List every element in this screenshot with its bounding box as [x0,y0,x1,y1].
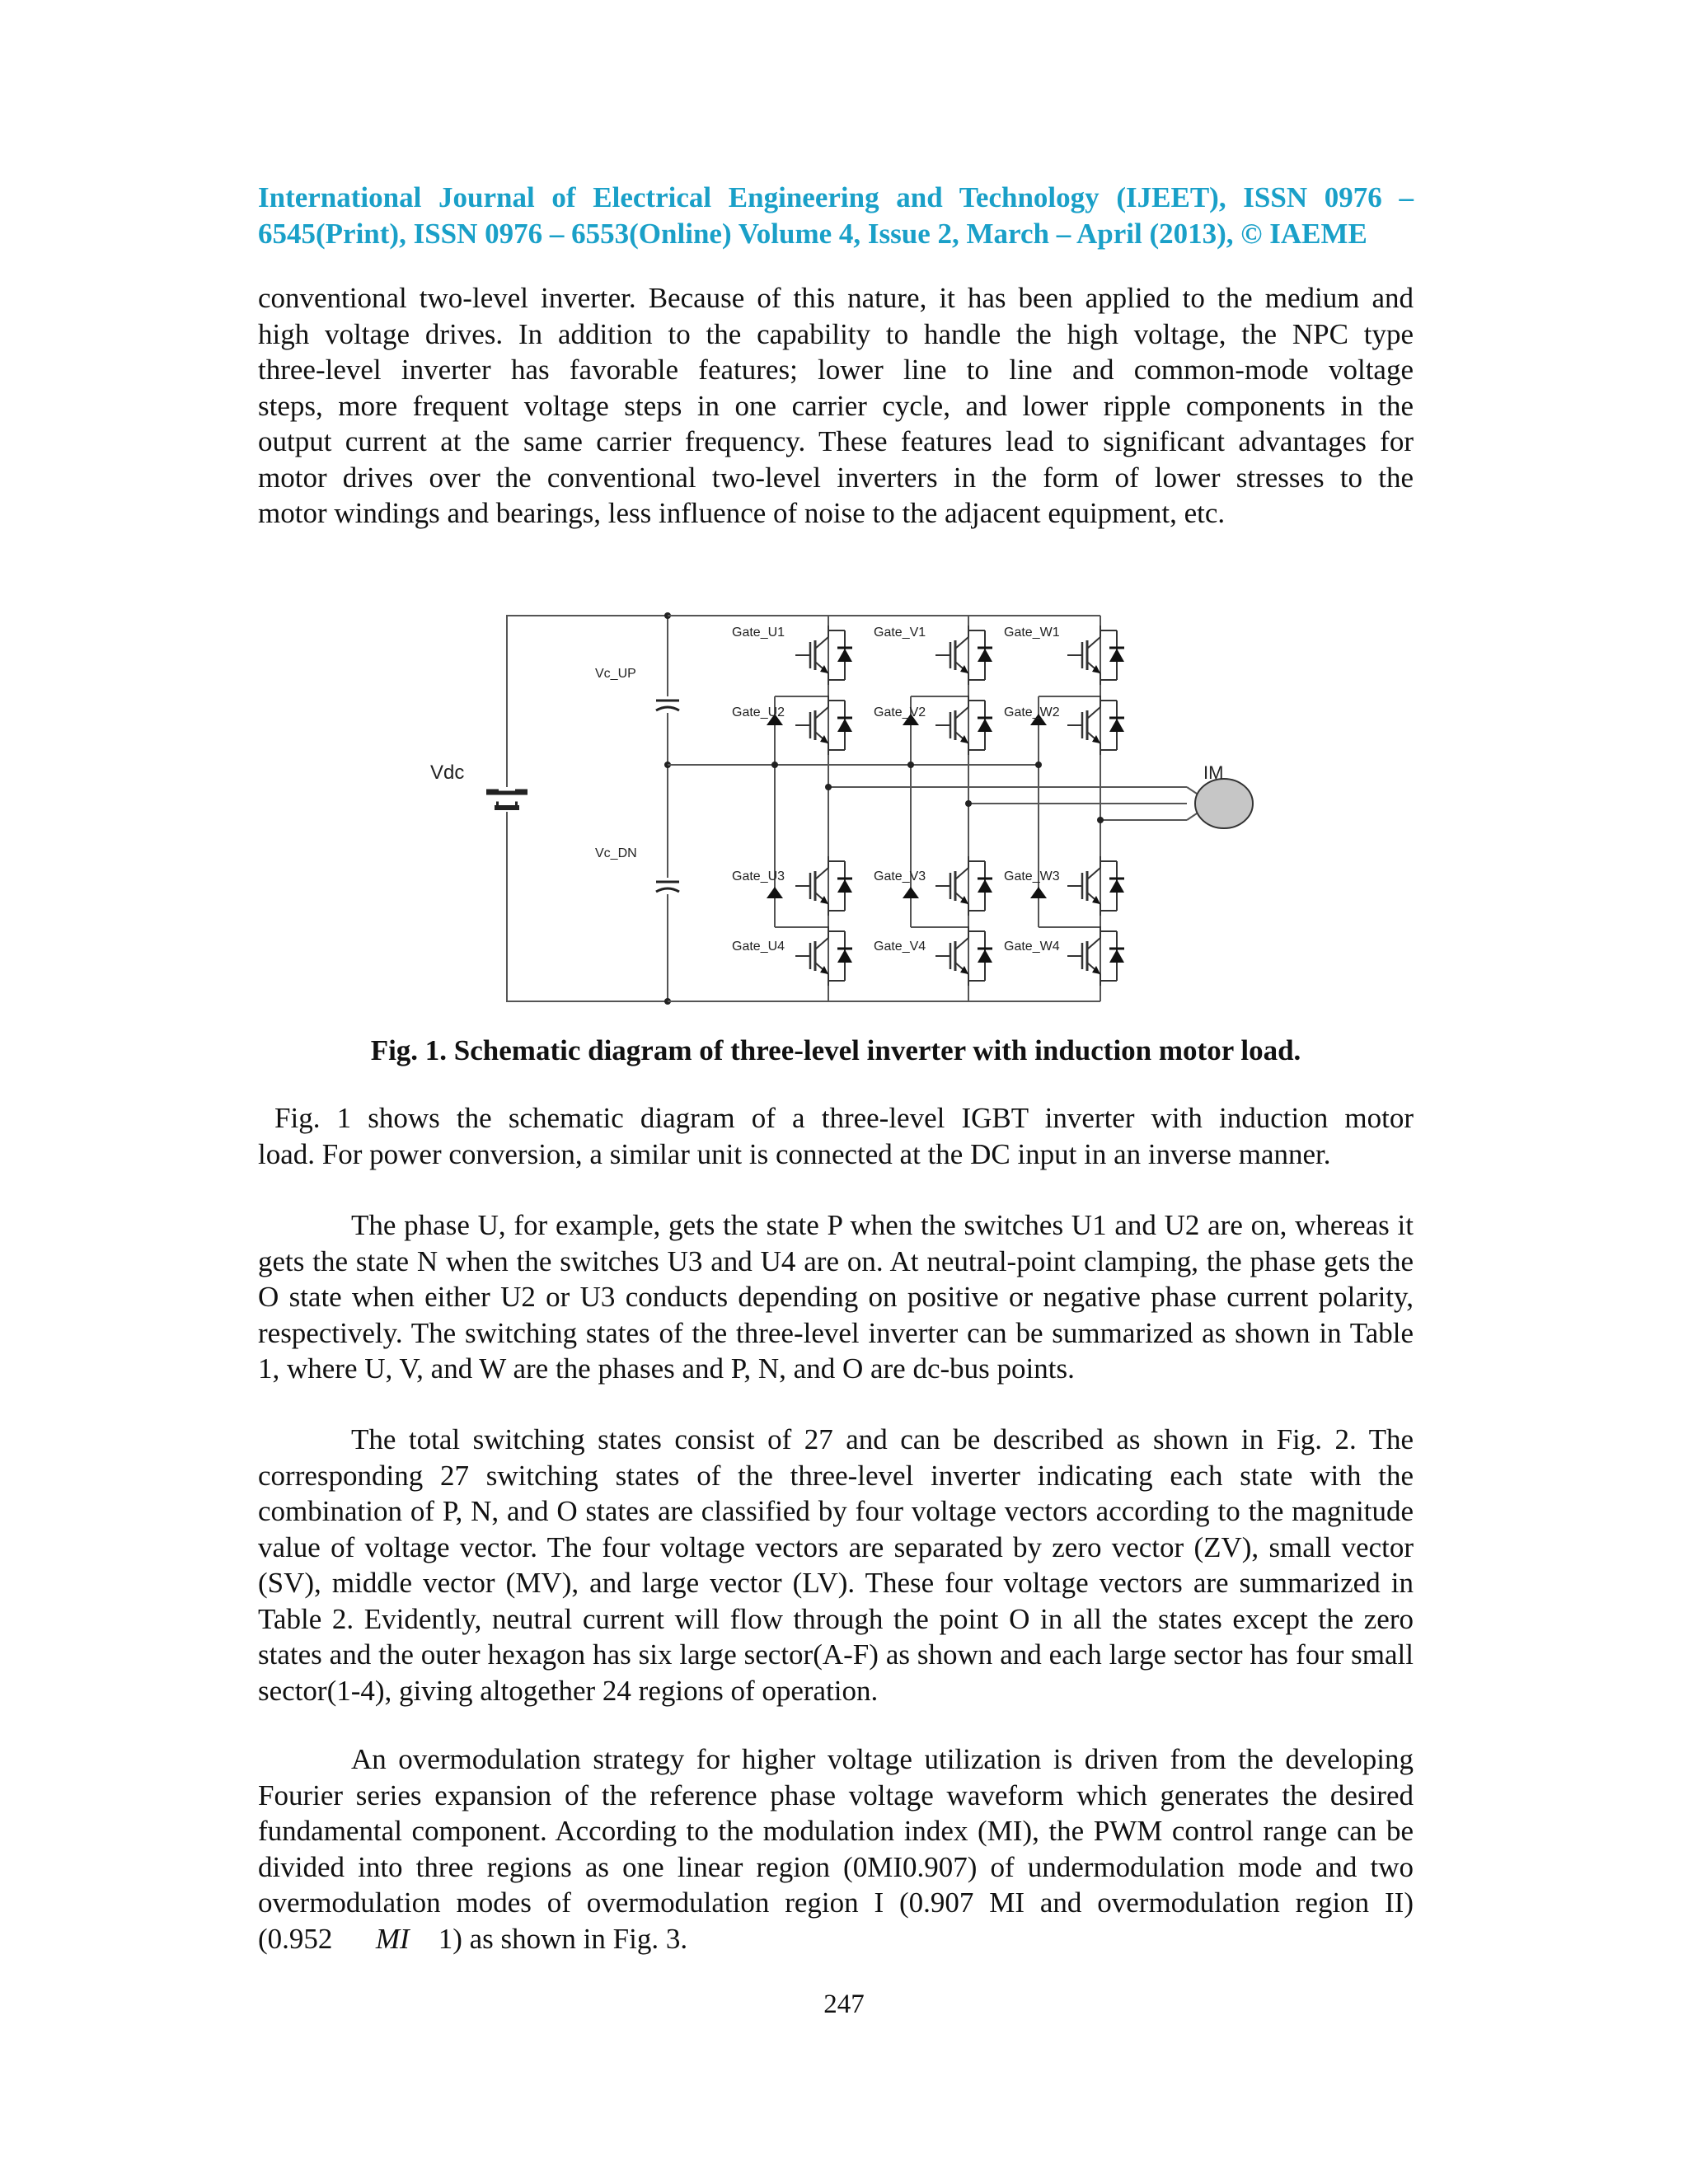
paragraph-1-line: high voltage drives. In addition to the capability to handle the high voltage, the NPC type [258,317,1414,350]
paragraph-4: The total switching states consist of 27 and can be described as shown in Fig. 2. The corresponding 27 switching states of the three-level inverter indicating each state with the combination of P, N, and O states are classified by four voltage vectors according to the magnitude value of voltage vector. The four voltage vectors are separated by zero vector (ZV), small vector (SV), middle vector (MV), and large vector (LV). These four voltage vectors are summarized in Table 2. Evidently, neutral current will flow through the point O in all the states except the zero states and the outer hexagon has six large sector(A-F) as shown and each large sector has four small sector(1-4), giving altogether 24 regions of operation. [258,1423,1414,1707]
paragraph-3: The phase U, for example, gets the state P when the switches U1 and U2 are on, whereas it gets the state N when the switches U3 and U4 are on. At neutral-point clamping, the phase gets the O state when either U2 or U3 conducts depending on positive or negative phase current polarity, respectively. The switching states of the three-level inverter can be summarized as shown in Table 1, where U, V, and W are the phases and P, N, and O are dc-bus points. [258,1209,1414,1385]
gate-label: Gate_V4 [874,940,926,954]
gate-label: Gate_U4 [732,940,785,954]
inverter-schematic-figure [412,610,1302,1022]
paragraph-5-tail: 1) as shown in Fig. 3. [438,1922,688,1955]
journal-header-line1: International Journal of Electrical Engineering and Technology (IJEET), ISSN 0976 – [258,181,1414,213]
paragraph-1 [258,280,1414,532]
gate-label: Gate_W3 [1004,869,1060,883]
paragraph-2-line: load. For power conversion, a similar unit is connected at the DC input in an inverse manner. [258,1137,1331,1170]
phase-u-leg [775,616,852,1001]
paragraph-2 [258,1100,1414,1172]
motor-label: IM [1203,762,1224,783]
paragraph-1-line: motor drives over the conventional two-level inverters in the form of lower stresses to the [258,461,1414,494]
gate-label: Gate_W4 [1004,940,1060,954]
gate-label: Gate_V1 [874,626,926,640]
gate-label: Gate_U3 [732,869,785,883]
paragraph-1-line: conventional two-level inverter. Because of this nature, it has been applied to the medium and [258,282,1414,314]
page-number: 247 [823,1990,865,2019]
paragraph-1-line: three-level inverter has favorable features; lower line to line and common-mode voltage [258,354,1414,386]
journal-header-line2: 6545(Print), ISSN 0976 – 6553(Online) Volume 4, Issue 2, March – April (2013), © IAEME [258,218,1367,250]
gate-label: Gate_V3 [874,869,926,883]
vc-dn-label: Vc_DN [595,846,637,860]
gate-label: Gate_W1 [1004,626,1060,640]
induction-motor-symbol [1195,779,1253,828]
mi-symbol: MI [375,1922,410,1955]
gate-label: Gate_W2 [1004,705,1060,719]
paragraph-1-line: steps, more frequent voltage steps in one carrier cycle, and lower ripple components in the [258,389,1414,422]
gate-label: Gate_V2 [874,705,926,719]
figure-caption: Fig. 1. Schematic diagram of three-level inverter with induction motor load. [370,1034,1301,1066]
paragraph-1-line: motor windings and bearings, less influence of noise to the adjacent equipment, etc. [258,497,1226,529]
paragraph-5 [258,1741,1414,1957]
paragraph-1-line: output current at the same carrier frequency. These features lead to significant advantages for [258,425,1414,457]
gate-label: Gate_U1 [732,626,785,640]
vc-up-label: Vc_UP [595,667,636,681]
journal-header [258,180,1414,252]
paragraph-2-line: Fig. 1 shows the schematic diagram of a three-level IGBT inverter with induction motor [274,1102,1414,1134]
gate-label: Gate_U2 [732,705,785,719]
vdc-label: Vdc [430,762,465,784]
paragraph-5-text: An overmodulation strategy for higher voltage utilization is driven from the developing Fourier series expansion of the reference phase voltage waveform which generates the desired fundamental component. According to the modulation index (MI), the PWM control range can be divided into three regions as one linear region (0MI0.907) of undermodulation mode and two overmodulation modes of overmodulation region I (0.907 MI and overmodulation region II) (0.952 [258,1743,1414,1955]
